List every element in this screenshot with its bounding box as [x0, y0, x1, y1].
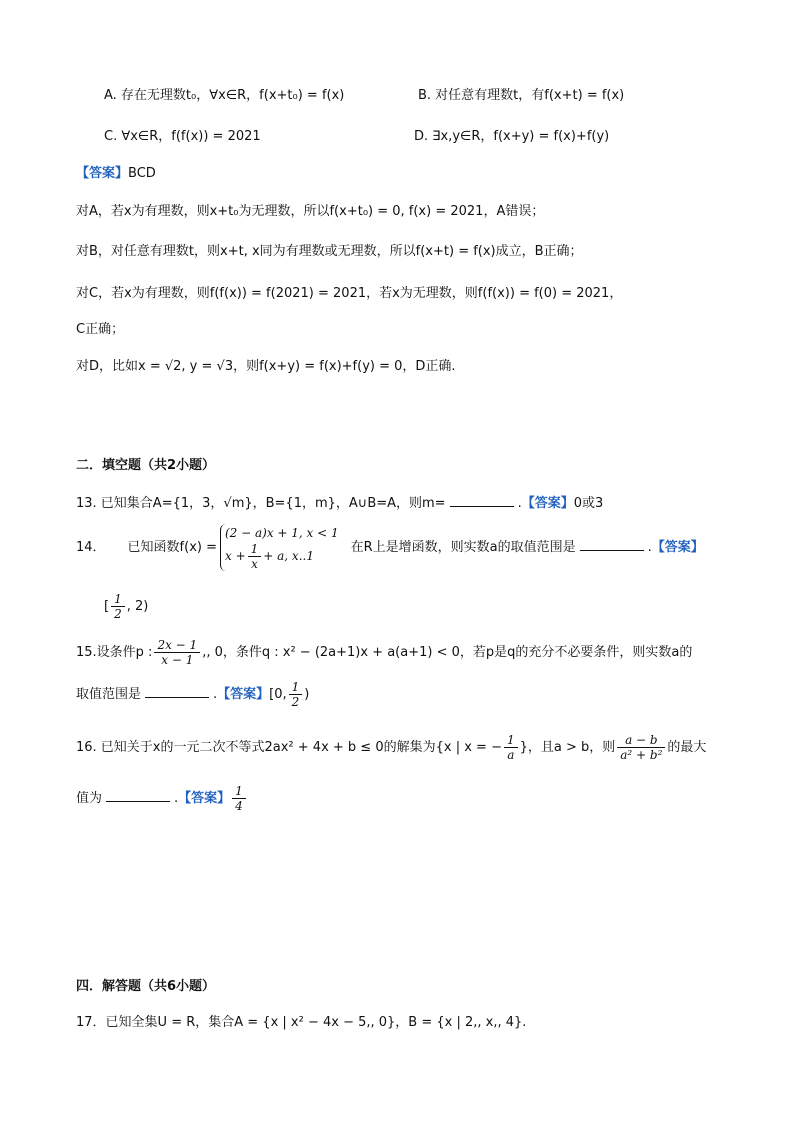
q15-answer-frac: [289, 680, 303, 709]
q15-line2: 取值范围是: [76, 687, 142, 702]
piece-case-2: [225, 542, 339, 571]
answer-blank: [580, 536, 644, 551]
q14-answer-den: 2: [114, 607, 122, 621]
q16-set-frac: [504, 733, 518, 762]
q16-middle: ，且a > b，则: [527, 740, 616, 755]
q16-frac-num: a − b: [617, 733, 665, 748]
option-d: D. ∃x,y∈R，f(x+y) = f(x)+f(y): [414, 129, 610, 144]
explanation-c: 对C，若x为有理数，则f(f(x)) = f(2021) = 2021，若x为无理数，则f(f(x)) = f(0) = 2021，: [76, 286, 623, 301]
piece-frac-num: 1: [248, 542, 262, 557]
q14-num: 14．: [76, 540, 106, 555]
q16-set-den: a: [507, 748, 515, 762]
q16-period: .: [174, 791, 179, 806]
question-16: [76, 733, 706, 762]
answer-label: 【答案】: [217, 687, 270, 702]
q15-answer-close: ): [304, 687, 310, 702]
option-b: B. 对任意有理数t，有f(x+t) = f(x): [418, 88, 625, 103]
explanation-a: 对A，若x为有理数，则x+t₀为无理数，所以f(x+t₀) = 0, f(x) = 2021，A错误；: [76, 204, 545, 219]
q13-period: .: [517, 496, 522, 511]
q15-frac: [154, 638, 200, 667]
q14-answer-open: [: [104, 599, 110, 614]
section-2-title: 二．填空题（共2小题）: [76, 458, 216, 473]
answer-label: 【答案】: [76, 166, 129, 181]
answer-label: 【答案】: [178, 791, 231, 806]
q14-answer-num: 1: [111, 592, 125, 607]
piece-case-2-a: x +: [225, 549, 246, 563]
q15-answer-den: 2: [291, 695, 300, 709]
q15-answer-num: 1: [289, 680, 303, 695]
option-c: C. ∀x∈R，f(f(x)) = 2021: [104, 129, 261, 144]
q16-prefix: 16. 已知关于x的一元二次不等式2ax² + 4x + b ≤ 0的解集为: [76, 740, 436, 755]
q15-answer-open: [0,: [269, 687, 287, 702]
q15-rest: ,, 0，条件q : x² − (2a+1)x + a(a+1) < 0，若p是q的充分不必要条件，则实数a的: [202, 645, 693, 660]
q16-set-open: {x | x = −: [435, 740, 502, 755]
question-13: [76, 492, 603, 514]
q15-frac-num: 2x − 1: [154, 638, 200, 653]
explanation-c-cont: C正确；: [76, 322, 125, 337]
q14-answer-close: , 2): [126, 599, 149, 614]
q16-answer-den: 4: [235, 799, 243, 813]
q16-set-close: }: [519, 740, 528, 755]
q14-answer: [104, 592, 148, 621]
question-14: [76, 524, 704, 572]
piece-case-2-b: + a, x..1: [263, 549, 314, 563]
q15-frac-den: x − 1: [161, 653, 194, 667]
q16-set-num: 1: [504, 733, 518, 748]
q16-frac-den: a² + b²: [620, 748, 663, 762]
question-15: [76, 638, 692, 667]
option-a: A. 存在无理数t₀，∀x∈R，f(x+t₀) = f(x): [104, 88, 345, 103]
q13-answer: 0或3: [573, 496, 604, 511]
piece-frac-den: x: [251, 557, 258, 571]
question-16-cont: [76, 784, 248, 813]
piece-frac: [248, 542, 262, 571]
question-15-cont: [76, 680, 309, 709]
explanation-d: 对D，比如x = √2, y = √3，则f(x+y) = f(x)+f(y) = 0，D正确.: [76, 359, 456, 374]
answer-value: BCD: [128, 166, 156, 181]
answer-label: 【答案】: [521, 496, 574, 511]
answer-blank: [145, 683, 209, 698]
q16-line2: 值为: [76, 791, 103, 806]
q16-answer-frac: [232, 784, 246, 813]
answer-blank: [106, 787, 170, 802]
explanation-b: 对B，对任意有理数t，则x+t, x同为有理数或无理数，所以f(x+t) = f(x)成立，B正确；: [76, 244, 583, 259]
answer-blank: [450, 492, 514, 507]
section-4-title: 四．解答题（共6小题）: [76, 979, 216, 994]
answer-12: [76, 164, 156, 184]
q14-suffix: 在R上是增函数，则实数a的取值范围是: [350, 540, 576, 555]
q16-answer-num: 1: [232, 784, 246, 799]
q14-prefix: 已知函数f(x) =: [127, 540, 217, 555]
q16-suffix: 的最大: [667, 740, 707, 755]
question-17: 17．已知全集U = R，集合A = {x | x² − 4x − 5,, 0}，B = {x | 2,, x,, 4}.: [76, 1015, 527, 1030]
q14-answer-frac: [111, 592, 125, 621]
piecewise-function: [220, 524, 339, 571]
q16-frac: [617, 733, 665, 762]
q14-period: .: [647, 540, 652, 555]
answer-label: 【答案】: [651, 540, 704, 555]
q15-prefix: 15.设条件p :: [76, 645, 153, 660]
piece-case-1: (2 − a)x + 1, x < 1: [225, 526, 339, 540]
q13-text: 13. 已知集合A={1，3，√m}，B={1，m}，A∪B=A，则m=: [76, 496, 446, 511]
q15-period: .: [213, 687, 218, 702]
